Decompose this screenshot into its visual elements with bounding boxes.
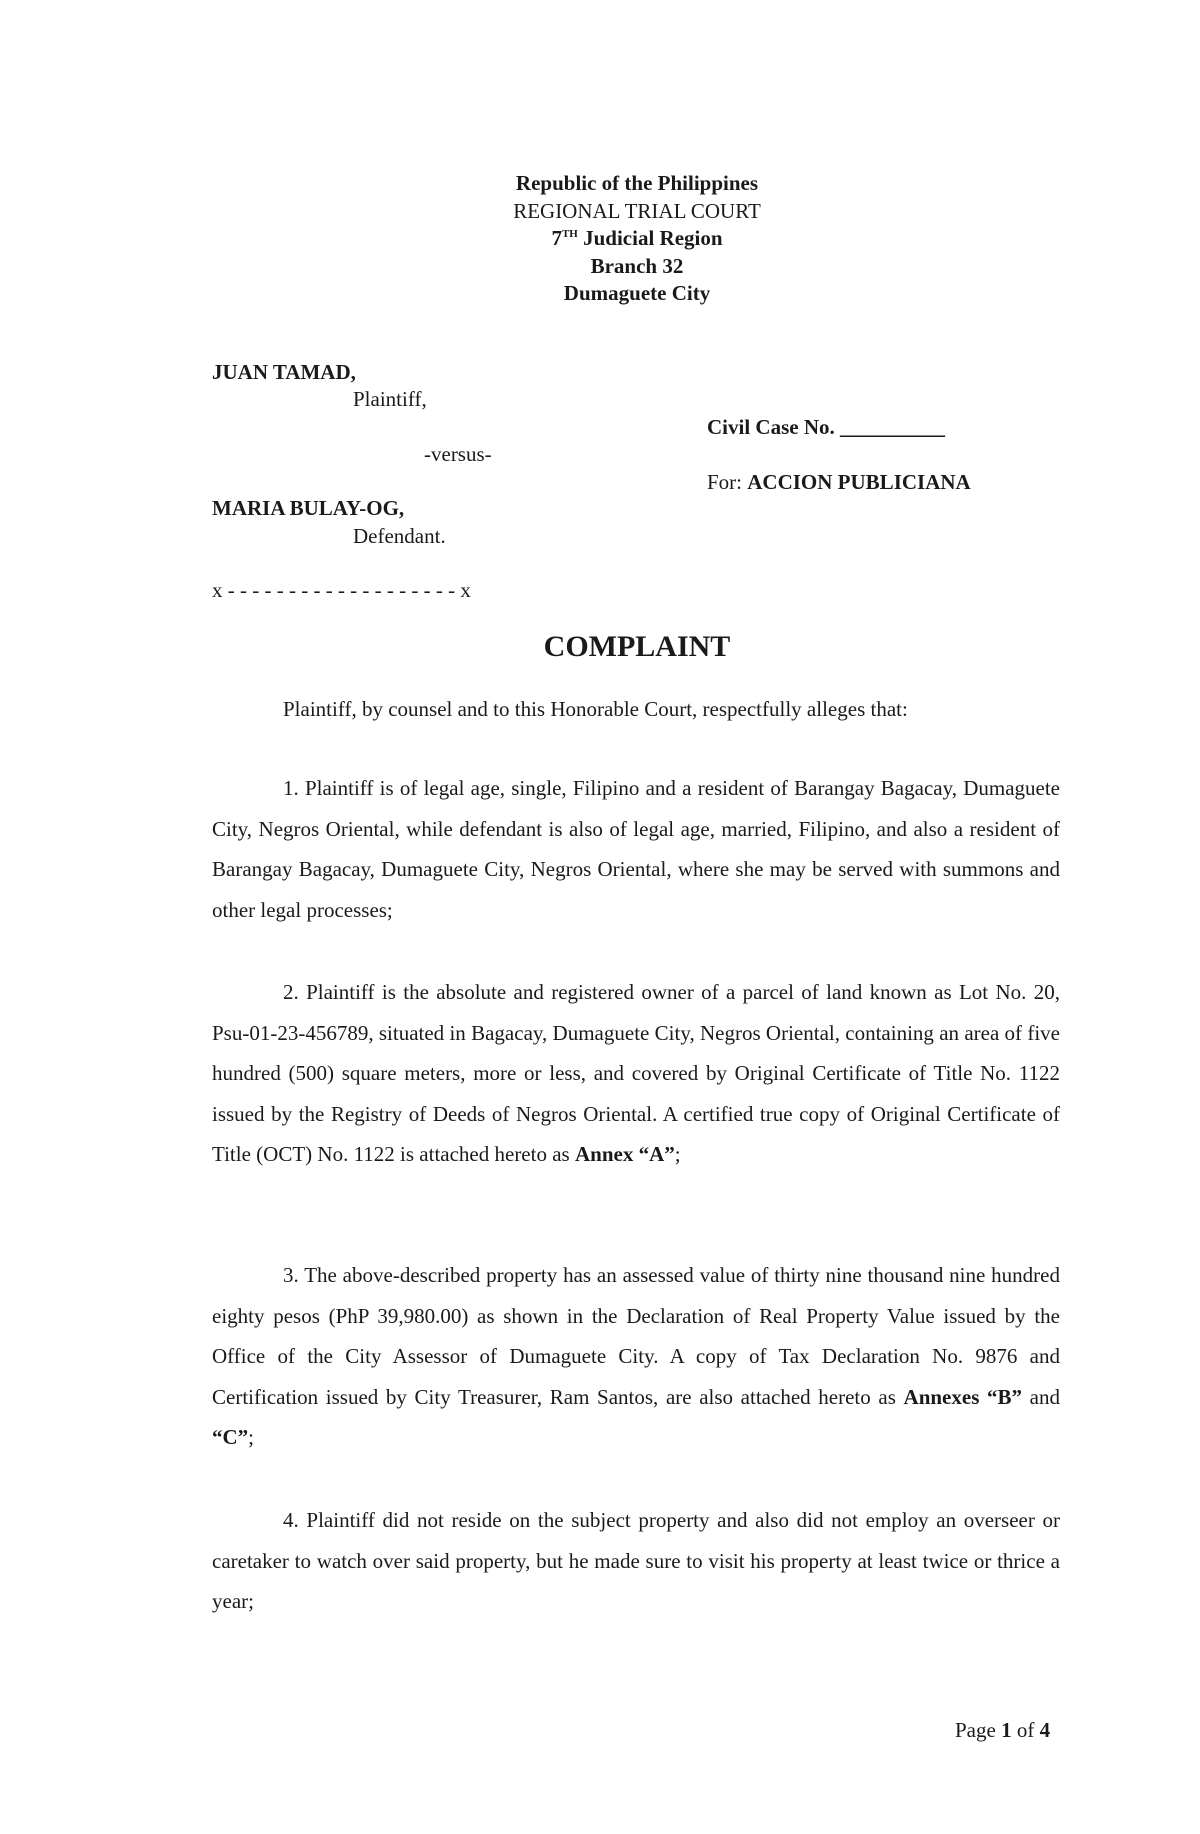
region-number: 7 (551, 226, 562, 250)
page-label: Page (955, 1718, 1002, 1742)
intro-paragraph: Plaintiff, by counsel and to this Honorable Court, respectfully alleges that: (283, 697, 908, 721)
for-value: ACCION PUBLICIANA (747, 470, 971, 494)
paragraph-3-text: 3. The above-described property has an assessed value of thirty nine thousand nine hundred eighty pesos (PhP 39,980.00) as shown in the Declaration of Real Property Value issued by the Office of the City Assessor of Dumaguete City. A copy of Tax Declaration No. 9876 and Certification issued by City Treasurer, Ram Santos, are also attached hereto as (212, 1263, 1060, 1409)
header-city: Dumaguete City (563, 281, 711, 305)
paragraph-4: 4. Plaintiff did not reside on the subject property and also did not employ an overseer or caretaker to watch over said property, but he made sure to visit his property at least twice or thrice a year; (212, 1508, 1060, 1613)
header-branch: Branch 32 (590, 253, 684, 278)
region-suffix: TH (561, 228, 578, 240)
defendant-role: Defendant. (353, 524, 446, 548)
header-region (0, 225, 1200, 253)
paragraph-2 (212, 972, 1060, 1175)
of-label: of (1011, 1718, 1040, 1742)
document-title: COMPLAINT (543, 630, 731, 663)
header-court: REGIONAL TRIAL COURT (513, 198, 761, 223)
defendant-name: MARIA BULAY-OG, (212, 496, 405, 520)
header-republic: Republic of the Philippines (515, 171, 759, 195)
annex-b: Annexes “B” (903, 1384, 1023, 1409)
court-header (0, 170, 1200, 308)
civil-case-number: Civil Case No. __________ (707, 415, 945, 439)
paragraph-3-end: ; (248, 1425, 255, 1449)
region-label: Judicial Region (577, 226, 723, 250)
page-current: 1 (1001, 1718, 1012, 1742)
paragraph-3-and: and (1022, 1384, 1060, 1409)
page-total: 4 (1039, 1718, 1051, 1742)
plaintiff-name: JUAN TAMAD, (212, 360, 356, 384)
paragraph-3 (212, 1255, 1060, 1458)
page-number (955, 1718, 1050, 1743)
caption-separator: x - - - - - - - - - - - - - - - - - - - x (212, 578, 471, 602)
paragraph-1: 1. Plaintiff is of legal age, single, Filipino and a resident of Barangay Bagacay, Dumaguete City, Negros Oriental, while defendant is also of legal age, married, Filipino, and also a resident of Barangay Bagacay, Dumaguete City, Negros Oriental, where she may be served with summons and other legal processes; (212, 776, 1060, 922)
paragraph-2-text: 2. Plaintiff is the absolute and registered owner of a parcel of land known as Lot No. 20, Psu-01-23-456789, situated in Bagacay, Dumaguete City, Negros Oriental, containing an area of five hundred (500) square meters, more or less, and covered by Original Certificate of Title No. 1122 issued by the Registry of Deeds of Negros Oriental. A certified true copy of Original Certificate of Title (OCT) No. 1122 is attached hereto as (212, 980, 1060, 1166)
case-type (707, 470, 971, 495)
for-label: For: (707, 470, 748, 494)
paragraph-2-end: ; (674, 1142, 681, 1166)
annex-a: Annex “A” (574, 1142, 675, 1166)
plaintiff-role: Plaintiff, (353, 387, 427, 411)
annex-c: “C” (212, 1425, 249, 1449)
versus-label: -versus- (424, 442, 492, 466)
